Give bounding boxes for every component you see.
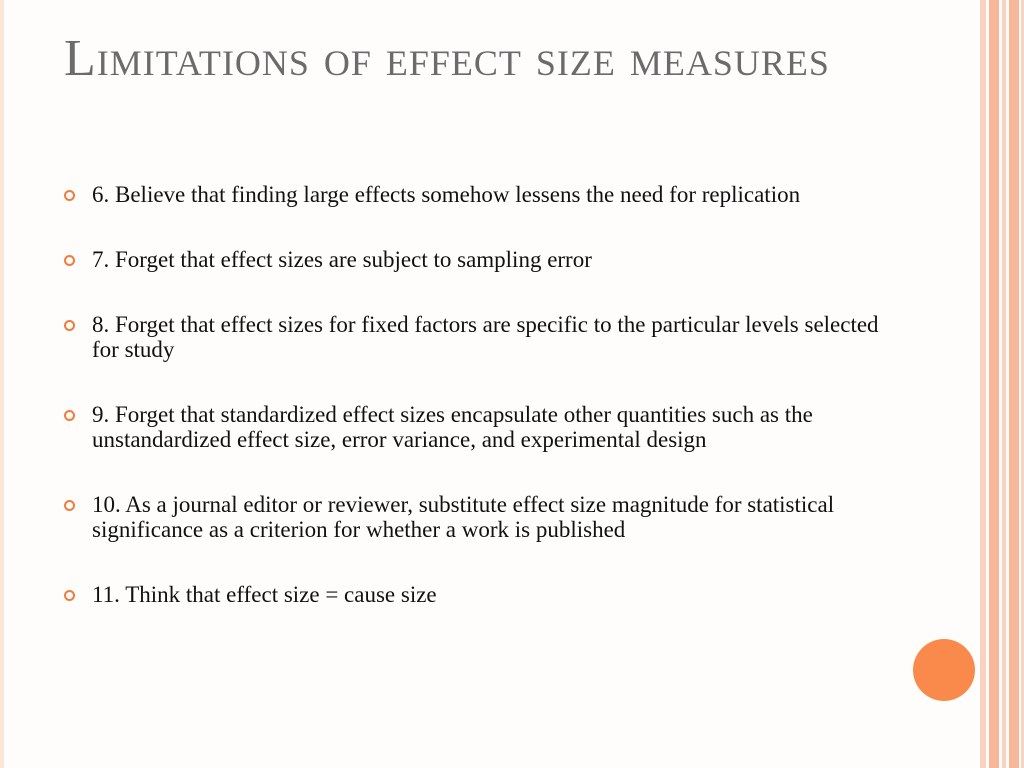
- bullet-item: [60, 247, 890, 272]
- bullet-ring-icon: [64, 410, 75, 421]
- decorative-circle: [913, 639, 975, 701]
- slide-title: Limitations of effect size measures: [64, 30, 830, 87]
- left-border-rule: [0, 0, 4, 768]
- bullet-text: 8. Forget that effect sizes for fixed factors are specific to the particular levels selected for study: [92, 312, 879, 362]
- bullet-ring-icon: [64, 500, 75, 511]
- decorative-stripes: [980, 0, 1024, 768]
- stripe: [1002, 0, 1006, 768]
- bullet-ring-icon: [64, 590, 75, 601]
- bullet-ring-icon: [64, 190, 75, 201]
- bullet-text: 10. As a journal editor or reviewer, substitute effect size magnitude for statistical significance as a criterion for whether a work is published: [92, 492, 835, 542]
- stripe: [1009, 0, 1019, 768]
- bullet-text: 7. Forget that effect sizes are subject to sampling error: [92, 247, 592, 272]
- bullet-ring-icon: [64, 320, 75, 331]
- bullet-text: 6. Believe that finding large effects somehow lessens the need for replication: [92, 182, 801, 207]
- bullet-item: [60, 582, 890, 607]
- bullet-text: 9. Forget that standardized effect sizes encapsulate other quantities such as the unstandardized effect size, error variance, and experimental design: [92, 402, 813, 452]
- stripe: [980, 0, 986, 768]
- bullet-text: 11. Think that effect size = cause size: [92, 582, 437, 607]
- bullet-item: [60, 492, 890, 542]
- bullet-item: [60, 402, 890, 452]
- bullet-list: [60, 182, 890, 647]
- bullet-item: [60, 312, 890, 362]
- stripe: [989, 0, 999, 768]
- bullet-item: [60, 182, 890, 207]
- bullet-ring-icon: [64, 255, 75, 266]
